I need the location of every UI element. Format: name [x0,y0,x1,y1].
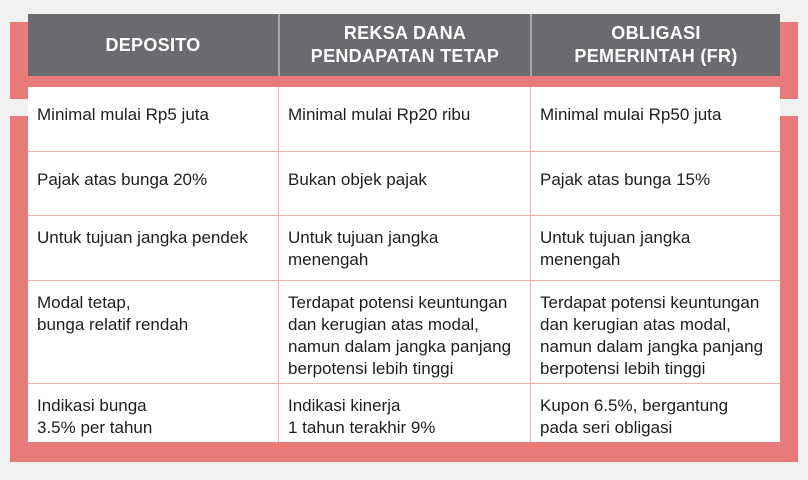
table-body [28,87,780,442]
header-cell-obligasi [530,14,780,76]
cell-text: Minimal mulai Rp5 juta [37,105,209,124]
cell-text: Untuk tujuan jangka pendek [37,228,248,247]
table-cell [278,215,530,280]
table-cell [278,151,530,215]
table-cell [530,215,780,280]
table-cell [530,151,780,215]
table-cell [278,87,530,151]
cell-text: Pajak atas bunga 15% [540,170,711,189]
cell-text: Terdapat potensi keuntungan [540,293,760,312]
cell-text: namun dalam jangka panjang [540,337,764,356]
header-cell-deposito [28,14,278,76]
cell-text: Untuk tujuan jangka [288,228,439,247]
table-cell [28,383,278,442]
header-label: OBLIGASI [611,23,701,43]
cell-text: 3.5% per tahun [37,418,153,437]
header-label: DEPOSITO [105,34,201,55]
table-cell [530,87,780,151]
cell-text: 1 tahun terakhir 9% [288,418,436,437]
cell-text: Minimal mulai Rp20 ribu [288,105,471,124]
header-label: PENDAPATAN TETAP [310,46,500,66]
cell-text: bunga relatif rendah [37,315,189,334]
cell-text: menengah [288,250,369,269]
cell-text: Untuk tujuan jangka [540,228,691,247]
table-cell [278,383,530,442]
cell-text: Bukan objek pajak [288,170,427,189]
cell-text: Terdapat potensi keuntungan [288,293,508,312]
cell-text: berpotensi lebih tinggi [288,359,454,378]
cell-text: Minimal mulai Rp50 juta [540,105,722,124]
table-cell [28,151,278,215]
cell-text: dan kerugian atas modal, [288,315,479,334]
cell-text: pada seri obligasi [540,418,673,437]
table-cell [28,280,278,383]
cell-text: berpotensi lebih tinggi [540,359,706,378]
cell-text: menengah [540,250,621,269]
cell-text: Kupon 6.5%, bergantung [540,396,729,415]
cell-text: Modal tetap, [37,293,131,312]
table-header-row [28,14,780,76]
cell-text: Pajak atas bunga 20% [37,170,208,189]
header-cell-reksa-dana [278,14,530,76]
cell-text: namun dalam jangka panjang [288,337,512,356]
header-label: PEMERINTAH (FR) [574,46,738,66]
cell-text: Indikasi bunga [37,396,147,415]
cell-text: dan kerugian atas modal, [540,315,731,334]
table-cell [28,215,278,280]
table-cell [278,280,530,383]
table-cell [28,87,278,151]
table-cell [530,280,780,383]
header-label: REKSA DANA [343,23,467,43]
cell-text: Indikasi kinerja [288,396,401,415]
table-cell [530,383,780,442]
